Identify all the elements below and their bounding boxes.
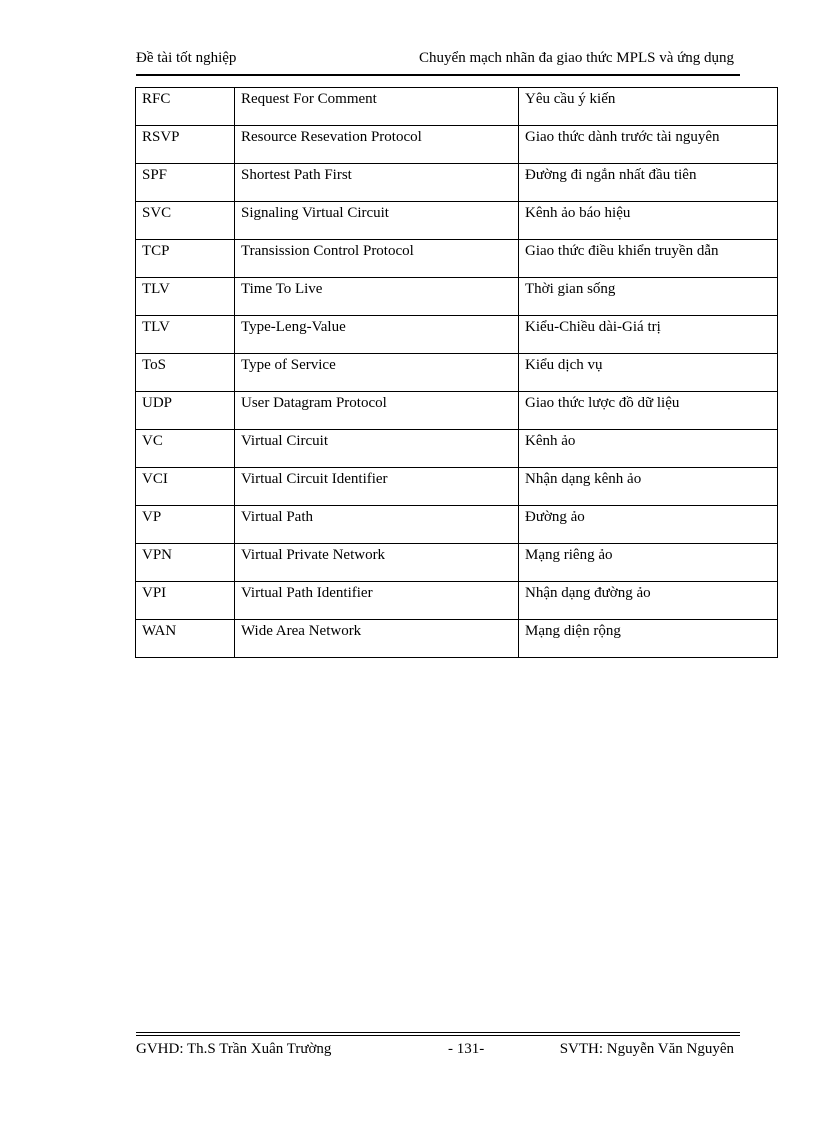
english-term-cell: Resource Resevation Protocol [235, 126, 519, 164]
vietnamese-term-cell: Nhận dạng kênh ảo [519, 468, 778, 506]
english-term-cell: Wide Area Network [235, 620, 519, 658]
vietnamese-term-cell: Kiểu-Chiều dài-Giá trị [519, 316, 778, 354]
english-term-cell: Transission Control Protocol [235, 240, 519, 278]
english-term-cell: User Datagram Protocol [235, 392, 519, 430]
header-thesis-title: Chuyển mạch nhãn đa giao thức MPLS và ứng dụng [419, 50, 734, 66]
abbreviation-cell: VC [136, 430, 235, 468]
english-term-cell: Type of Service [235, 354, 519, 392]
table-row [136, 354, 778, 392]
vietnamese-term-cell: Giao thức điều khiển truyền dẫn [519, 240, 778, 278]
vietnamese-term-cell: Mạng diện rộng [519, 620, 778, 658]
english-term-cell: Signaling Virtual Circuit [235, 202, 519, 240]
table-row [136, 430, 778, 468]
table-row [136, 164, 778, 202]
vietnamese-term-cell: Giao thức dành trước tài nguyên [519, 126, 778, 164]
abbreviation-cell: VCI [136, 468, 235, 506]
footer-row [136, 1041, 740, 1065]
vietnamese-term-cell: Mạng riêng ảo [519, 544, 778, 582]
table-row [136, 582, 778, 620]
english-term-cell: Virtual Circuit [235, 430, 519, 468]
table-row [136, 88, 778, 126]
table-row [136, 278, 778, 316]
abbreviation-cell: UDP [136, 392, 235, 430]
table-row [136, 316, 778, 354]
abbreviation-cell: WAN [136, 620, 235, 658]
vietnamese-term-cell: Đường đi ngắn nhất đầu tiên [519, 164, 778, 202]
header-thesis-label: Đề tài tốt nghiệp [136, 50, 237, 66]
abbreviation-cell: TLV [136, 278, 235, 316]
table-row [136, 506, 778, 544]
footer-rule-bottom [136, 1035, 740, 1036]
abbreviation-table [135, 87, 778, 658]
footer-supervisor: GVHD: Th.S Trần Xuân Trường [136, 1041, 332, 1057]
table-row [136, 392, 778, 430]
page-footer [136, 1032, 740, 1065]
abbreviation-cell: VP [136, 506, 235, 544]
page-number: - 131- [448, 1041, 485, 1057]
english-term-cell: Virtual Circuit Identifier [235, 468, 519, 506]
vietnamese-term-cell: Kênh ảo báo hiệu [519, 202, 778, 240]
english-term-cell: Virtual Private Network [235, 544, 519, 582]
table-row [136, 126, 778, 164]
abbreviation-cell: VPN [136, 544, 235, 582]
abbreviation-cell: SPF [136, 164, 235, 202]
abbreviation-table-body [136, 88, 778, 658]
vietnamese-term-cell: Đường ảo [519, 506, 778, 544]
abbreviation-cell: TCP [136, 240, 235, 278]
table-row [136, 240, 778, 278]
table-row [136, 468, 778, 506]
english-term-cell: Request For Comment [235, 88, 519, 126]
abbreviation-cell: SVC [136, 202, 235, 240]
english-term-cell: Shortest Path First [235, 164, 519, 202]
table-row [136, 620, 778, 658]
footer-student: SVTH: Nguyễn Văn Nguyên [559, 1041, 734, 1057]
vietnamese-term-cell: Giao thức lược đồ dữ liệu [519, 392, 778, 430]
abbreviation-cell: RFC [136, 88, 235, 126]
page-header [136, 50, 740, 76]
vietnamese-term-cell: Kênh ảo [519, 430, 778, 468]
table-row [136, 202, 778, 240]
footer-rule-top [136, 1032, 740, 1033]
abbreviation-cell: VPI [136, 582, 235, 620]
english-term-cell: Virtual Path [235, 506, 519, 544]
english-term-cell: Time To Live [235, 278, 519, 316]
abbreviation-cell: ToS [136, 354, 235, 392]
abbreviation-cell: RSVP [136, 126, 235, 164]
table-row [136, 544, 778, 582]
abbreviation-cell: TLV [136, 316, 235, 354]
vietnamese-term-cell: Thời gian sống [519, 278, 778, 316]
english-term-cell: Virtual Path Identifier [235, 582, 519, 620]
english-term-cell: Type-Leng-Value [235, 316, 519, 354]
vietnamese-term-cell: Nhận dạng đường ảo [519, 582, 778, 620]
vietnamese-term-cell: Kiểu dịch vụ [519, 354, 778, 392]
vietnamese-term-cell: Yêu cầu ý kiến [519, 88, 778, 126]
